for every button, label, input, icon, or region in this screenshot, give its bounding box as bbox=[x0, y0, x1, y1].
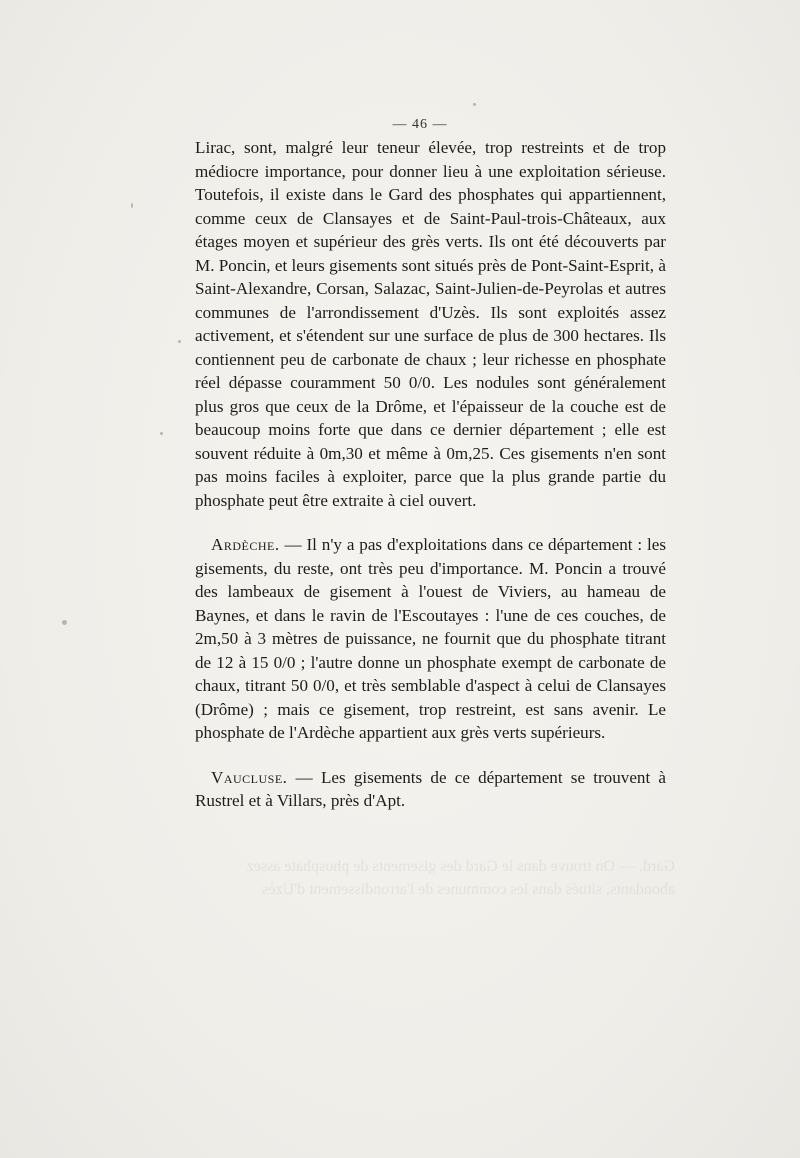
paragraph-text: — Il n'y a pas d'exploitations dans ce département : les gisements, du reste, ont très peu d'importance. M. Poncin a trouvé des lambeaux de gisement à l'ouest de Viviers, au hameau de Baynes, et dans le ravin de l'Escoutayes : l'une de ces couches, de 2m,50 à 3 mètres de puissance, ne fournit que du phosphate titrant de 12 à 15 0/0 ; l'autre donne un phosphate exempt de carbonate de chaux, titrant 50 0/0, et très semblable d'aspect à celui de Clansayes (Drôme) ; mais ce gisement, trop restreint, est sans avenir. Le phosphate de l'Ardèche appartient aux grès verts supérieurs. bbox=[195, 535, 666, 742]
section-heading-ardeche: Ardèche. bbox=[211, 535, 280, 554]
page-number: — 46 — bbox=[392, 117, 448, 132]
paper-speck bbox=[473, 103, 476, 106]
paper-speck bbox=[62, 620, 67, 625]
paragraph-ardeche bbox=[195, 533, 666, 745]
paragraph-gard bbox=[195, 136, 666, 512]
paragraph-vaucluse bbox=[195, 766, 666, 813]
paper-speck bbox=[131, 203, 133, 208]
paper-speck bbox=[178, 340, 181, 343]
body-text bbox=[195, 136, 666, 813]
section-heading-vaucluse: Vaucluse. bbox=[211, 767, 288, 787]
paragraph-text: Lirac, sont, malgré leur teneur élevée, trop restreints et de trop médiocre importance, pour donner lieu à une exploitation sérieuse. Toutefois, il existe dans le Gard des phosphates qui appartiennent, comme ceux de Clansayes et de Saint-Paul-trois-Châteaux, aux étages moyen et supérieur des grès verts. Ils ont été découverts par M. Poncin, et leurs gisements sont situés près de Pont-Saint-Esprit, à Saint-Alexandre, Corsan, Salazac, Saint-Julien-de-Peyrolas et autres communes de l'arrondissement d'Uzès. Ils sont exploités assez activement, et s'étendent sur une surface de plus de 300 hectares. Ils contiennent peu de carbonate de chaux ; leur richesse en phosphate réel dépasse couramment 50 0/0. Les nodules sont généralement plus gros que ceux de la Drôme, et l'épaisseur de la couche est de beaucoup moins forte que dans ce dernier département ; elle est souvent réduite à 0m,30 et même à 0m,25. Ces gisements n'en sont pas moins faciles à exploiter, parce que la plus grande partie du phosphate peut être extraite à ciel ouvert. bbox=[195, 138, 666, 510]
paper-speck bbox=[160, 432, 163, 435]
paragraph-text: — Les gisements de ce département se trouvent à Rustrel et à Villars, près d'Apt. bbox=[195, 767, 666, 810]
bleed-through-text: Gard. — On trouve dans le Gard des gisements de phosphate assez abondants, situés dans les communes de l'arrondissement d'Uzès bbox=[246, 858, 675, 898]
